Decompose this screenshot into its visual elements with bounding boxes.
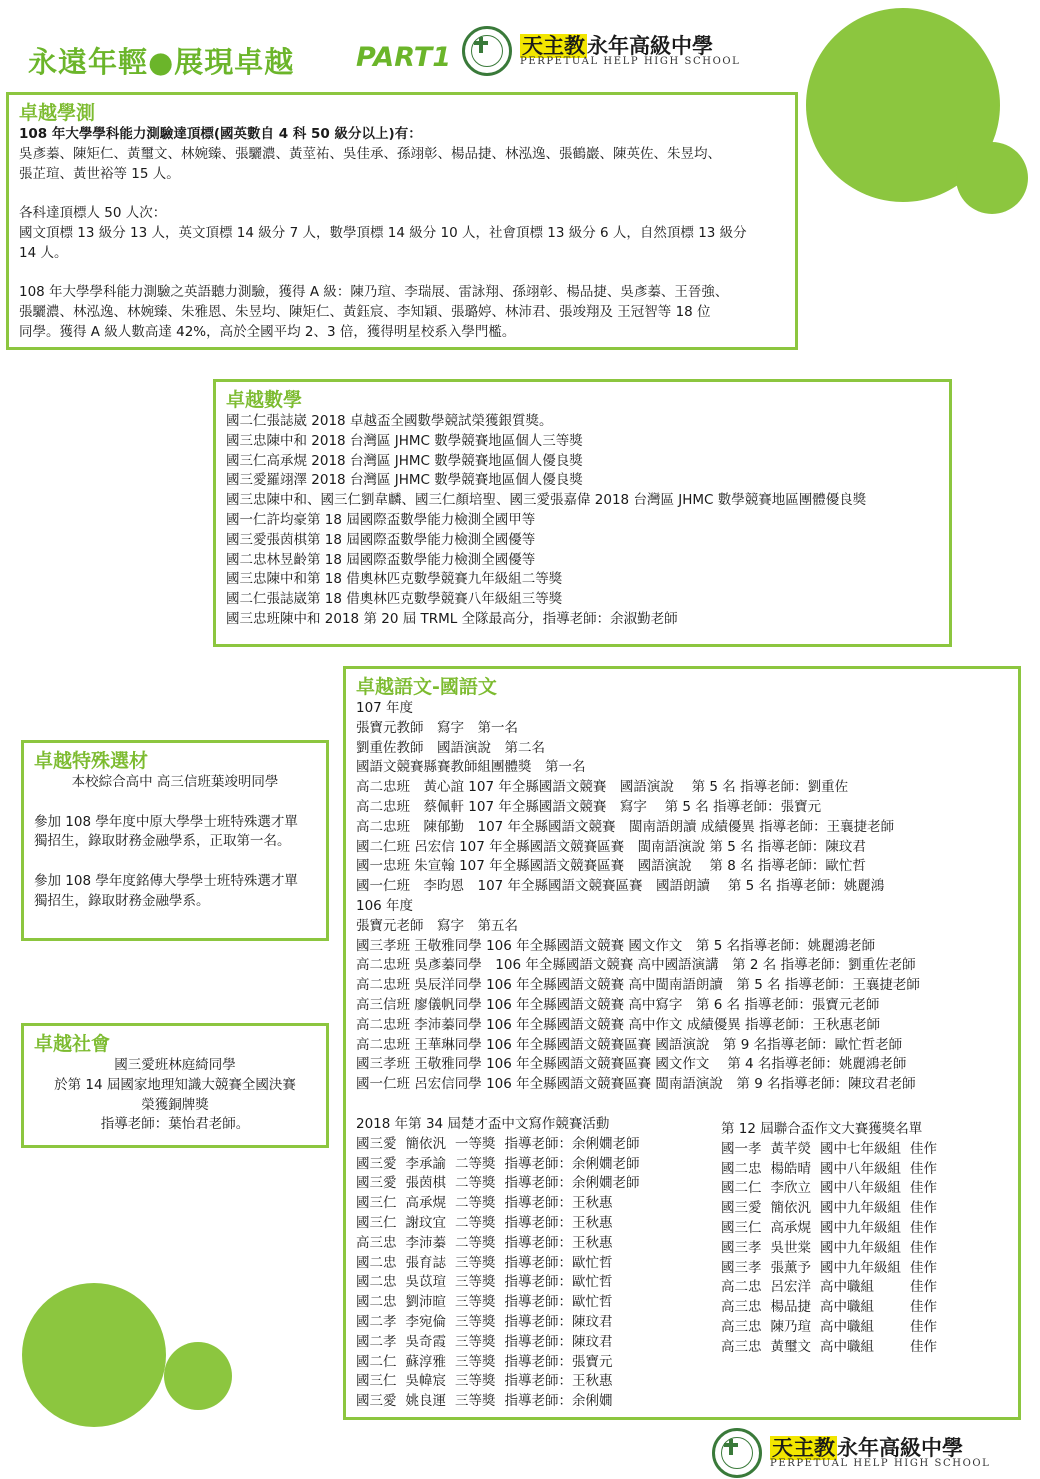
deco-circle-bottom-left-small [164,1342,232,1410]
lianhe-row-cell: 國中九年級組 [820,1239,901,1256]
zhucai-row [356,1392,649,1412]
yu-wen-line: 高二忠班 吳辰洋同學 106 年全縣國語文競賽 高中閩南語朗讀 第 5 名 指導老師：王襄捷老師 [356,977,920,994]
zhucai-row [356,1135,649,1155]
lianhe-row-cell: 國三仁 [721,1219,762,1236]
shu-xue-line: 國三愛羅翊澤 2018 台灣區 JHMC 數學競賽地區個人優良獎 [226,472,583,489]
lianhe-row [721,1199,946,1219]
yu-wen-line: 國一仁班 呂宏信同學 106 年全縣國語文競賽區賽 閩南語演說 第 9 名指導老師：陳玟君老師 [356,1076,916,1093]
zhucai-row-cell: 國三仁 [356,1373,397,1390]
zhucai-row-cell: 指導老師：王秋惠 [504,1373,613,1390]
zhucai-row-cell: 指導老師：余俐嫺 [504,1393,613,1410]
zhucai-row-cell: 指導老師：陳玟君 [504,1313,613,1330]
zhucai-row-cell: 二等獎 [455,1195,496,1212]
lianhe-row [721,1160,946,1180]
xue-ce-line: 同學。獲得 A 級人數高達 42%，高於全國平均 2、3 倍，獲得明星校系入學門檻。 [19,323,516,340]
zhucai-row-cell: 指導老師：王秋惠 [504,1195,613,1212]
zhucai-row-cell: 張育誌 [405,1254,446,1271]
zhucai-row [356,1234,649,1254]
zhucai-row-cell: 高三忠 [356,1234,397,1251]
lianhe-row [721,1140,946,1160]
zhucai-row-cell: 三等獎 [455,1333,496,1350]
lianhe-row [721,1179,946,1199]
lianhe-row-cell: 國三孝 [721,1239,762,1256]
te-shu-line: 參加 108 學年度中原大學學士班特殊選才單 [34,813,298,830]
zhucai-row-cell: 吳苡瑄 [405,1274,446,1291]
lianhe-row [721,1239,946,1259]
xue-ce-line: 國文頂標 13 級分 13 人，英文頂標 14 級分 7 人，數學頂標 14 級分 10 人，社會頂標 13 級分 6 人，自然頂標 13 級分 [19,224,747,241]
deco-circle-top-right-small [956,142,1028,214]
deco-circle-bottom-left-large [22,1283,166,1427]
shu-xue-title: 卓越數學 [226,389,303,411]
yu-wen-line: 國一仁班 李昀恩 107 年全縣國語文競賽區賽 國語朗讀 第 5 名 指導老師：姚麗鴻 [356,878,885,895]
zhucai-row-cell: 指導老師：陳玟君 [504,1333,613,1350]
zhucai-row-cell: 國三仁 [356,1195,397,1212]
xue-ce-line: 14 人。 [19,244,68,261]
shu-xue-line: 國三忠班陳中和 2018 第 20 屆 TRML 全隊最高分，指導老師：余淑勤老師 [226,610,678,627]
she-hui-line: 於第 14 屆國家地理知識大競賽全國決賽 [54,1076,296,1093]
school-name-cn: 天主教永年高級中學 [522,34,713,58]
zhucai-row-cell: 三等獎 [455,1393,496,1410]
zhucai-row-cell: 蘇淳雅 [405,1353,446,1370]
school-seal-icon [462,26,512,76]
shu-xue-line: 國二仁張誌崴 2018 卓越盃全國數學競試榮獲銀質獎。 [226,413,553,429]
she-hui-line: 國三愛班林庭綺同學 [114,1057,236,1073]
zhucai-row-cell: 姚良運 [405,1393,446,1410]
zhucai-row-cell: 三等獎 [455,1353,496,1370]
school-logo-top [462,26,741,82]
lianhe-row-cell: 吳世棠 [770,1239,811,1256]
zhucai-row-cell: 指導老師：余俐嫺老師 [504,1175,640,1192]
te-shu-line [34,852,316,872]
yu-wen-line: 高三信班 廖儀帆同學 106 年全縣國語文競賽 高中寫字 第 6 名 指導老師：張寶元老師 [356,996,880,1013]
she-hui-title: 卓越社會 [34,1033,111,1055]
lianhe-row-cell: 國中九年級組 [820,1200,901,1217]
shu-xue-line: 國三愛張茵棋第 18 屆國際盃數學能力檢測全國優等 [226,531,536,548]
school-name-cn: 天主教永年高級中學 [772,1436,963,1460]
yu-wen-line: 107 年度 [356,700,414,716]
zhucai-row-cell: 國二忠 [356,1294,397,1311]
lianhe-row-cell: 高三忠 [721,1299,762,1316]
zhucai-row-cell: 國三愛 [356,1135,397,1152]
yu-wen-title: 卓越語文-國語文 [356,676,497,698]
xue-ce-line: 108 年大學學科能力測驗達頂標(國英數自 4 科 50 級分以上)有： [19,126,422,142]
xue-ce-line: 張芷瑄、黃世裕等 15 人。 [19,165,180,182]
lianhe-row-cell: 國三愛 [721,1200,762,1217]
lianhe-row [721,1259,946,1279]
lianhe-row [721,1278,946,1298]
zhucai-row [356,1353,649,1373]
xue-ce-title: 卓越學測 [19,102,96,124]
yu-wen-line: 高二忠班 王華琳同學 106 年全縣國語文競賽區賽 國語演說 第 9 名指導老師：歐忙哲老師 [356,1036,903,1053]
yu-wen-line: 國一忠班 朱宣翰 107 年全縣國語文競賽區賽 國語演說 第 8 名 指導老師：歐忙哲 [356,858,866,875]
xue-ce-line: 各科達頂標人 50 人次： [19,205,167,222]
zhucai-row-cell: 國二忠 [356,1254,397,1271]
lianhe-row-cell: 高中職組 [820,1299,874,1316]
lianhe-row-cell: 佳作 [910,1200,937,1217]
lianhe-table [721,1140,946,1358]
zhucai-row-cell: 二等獎 [455,1155,496,1172]
lianhe-row [721,1298,946,1318]
lianhe-row-cell: 佳作 [910,1160,937,1177]
lianhe-row-cell: 李欣立 [770,1180,811,1197]
shu-xue-line: 國三仁高承熀 2018 台灣區 JHMC 數學競賽地區個人優良獎 [226,452,583,469]
zhucai-row [356,1254,649,1274]
xue-ce-box [6,92,798,350]
lianhe-row-cell: 國中九年級組 [820,1219,901,1236]
she-hui-box [21,1023,329,1148]
zhucai-row-cell: 吳奇霞 [405,1333,446,1350]
zhucai-row-cell: 吳幃宸 [405,1373,446,1390]
zhucai-row-cell: 二等獎 [455,1234,496,1251]
te-shu-line: 本校綜合高中 高三信班葉竣明同學 [71,774,279,790]
lianhe-row-cell: 佳作 [910,1299,937,1316]
zhucai-row-cell: 指導老師：王秋惠 [504,1234,613,1251]
te-shu-line: 參加 108 學年度銘傳大學學士班特殊選才單 [34,872,298,889]
zhucai-row-cell: 劉沛暄 [405,1294,446,1311]
zhucai-row [356,1333,649,1353]
yu-wen-box [343,666,1021,1420]
zhucai-row [356,1273,649,1293]
zhucai-row-cell: 指導老師：余俐嫺老師 [504,1155,640,1172]
she-hui-line: 指導老師：葉怡君老師。 [100,1116,250,1133]
lianhe-row-cell: 陳乃瑄 [770,1318,811,1335]
zhucai-row-cell: 高承熀 [405,1195,446,1212]
lianhe-row-cell: 高中職組 [820,1279,874,1296]
lianhe-row-cell: 高承熀 [770,1219,811,1236]
page-title: 永遠年輕●展現卓越 [28,45,295,79]
lianhe-row-cell: 國中八年級組 [820,1180,901,1197]
lianhe-row-cell: 楊品捷 [770,1299,811,1316]
zhucai-row-cell: 張茵棋 [405,1175,446,1192]
yu-wen-line: 國三孝班 王敬雅同學 106 年全縣國語文競賽 國文作文 第 5 名指導老師：姚麗鴻老師 [356,937,876,954]
zhucai-row-cell: 國二仁 [356,1353,397,1370]
shu-xue-line: 國三忠陳中和、國三仁劉韋麟、國三仁顏培聖、國三愛張嘉偉 2018 台灣區 JHMC 數學競賽地區團體優良獎 [226,492,867,509]
zhucai-row-cell: 國三仁 [356,1214,397,1231]
lianhe-row-cell: 國中八年級組 [820,1160,901,1177]
te-shu-line [34,793,316,813]
lianhe-row [721,1338,946,1358]
zhucai-row-cell: 國二孝 [356,1313,397,1330]
lianhe-row-cell: 張薰予 [770,1259,811,1276]
zhucai-section [356,1115,649,1412]
lianhe-row-cell: 高中職組 [820,1338,874,1355]
zhucai-row-cell: 二等獎 [455,1214,496,1231]
te-shu-line: 獨招生，錄取財務金融學系，正取第一名。 [34,833,291,850]
page-part-label: PART1 [356,42,451,73]
yu-wen-line: 國三孝班 王敬雅同學 106 年全縣國語文競賽區賽 國文作文 第 4 名指導老師：姚麗鴻老師 [356,1056,907,1073]
xue-ce-line [19,264,785,284]
shu-xue-line: 國三忠陳中和第 18 借奧林匹克數學競賽九年級組二等獎 [226,571,563,588]
school-seal-icon [712,1428,762,1478]
zhucai-row-cell: 指導老師：余俐嫺老師 [504,1135,640,1152]
lianhe-row-cell: 國中九年級組 [820,1259,901,1276]
school-logo-bottom [712,1428,991,1478]
yu-wen-line: 106 年度 [356,897,414,914]
lianhe-title: 第 12 屆聯合盃作文大賽獲獎名單 [721,1121,923,1137]
zhucai-row [356,1214,649,1234]
zhucai-row-cell: 國三愛 [356,1393,397,1410]
she-hui-line: 榮獲銅牌獎 [141,1096,209,1113]
lianhe-row-cell: 高三忠 [721,1338,762,1355]
zhucai-row [356,1372,649,1392]
zhucai-row-cell: 指導老師：歐忙哲 [504,1294,613,1311]
zhucai-row-cell: 李沛蓁 [405,1234,446,1251]
zhucai-row-cell: 李宛倫 [405,1313,446,1330]
zhucai-row-cell: 二等獎 [455,1175,496,1192]
shu-xue-line: 國二忠林昱齡第 18 屆國際盃數學能力檢測全國優等 [226,551,536,568]
zhucai-row-cell: 三等獎 [455,1254,496,1271]
yu-wen-line: 劉重佐教師 國語演說 第二名 [356,739,545,756]
zhucai-row-cell: 李承諭 [405,1155,446,1172]
xue-ce-line: 吳彥蓁、陳矩仁、黃璽文、林婉臻、張驪濃、黃莖祐、吳佳承、孫翊彰、楊品捷、林泓逸、張鶴巖、陳英佐、朱昱均、 [19,145,721,162]
school-name-en: PERPETUAL HELP HIGH SCHOOL [770,1458,991,1469]
lianhe-row-cell: 國三孝 [721,1259,762,1276]
lianhe-row-cell: 黃璽文 [770,1338,811,1355]
zhucai-row-cell: 指導老師：歐忙哲 [504,1274,613,1291]
yu-wen-line: 高二忠班 李沛蓁同學 106 年全縣國語文競賽 高中作文 成績優異 指導老師：王秋惠老師 [356,1016,881,1033]
zhucai-row [356,1155,649,1175]
zhucai-row-cell: 國三愛 [356,1155,397,1172]
yu-wen-line: 國語文競賽縣賽教師組團體獎 第一名 [356,759,586,776]
lianhe-row-cell: 簡依汎 [770,1200,811,1217]
lianhe-row-cell: 高中職組 [820,1318,874,1335]
lianhe-row [721,1219,946,1239]
lianhe-row-cell: 國一孝 [721,1140,762,1157]
zhucai-row [356,1174,649,1194]
lianhe-row-cell: 佳作 [910,1279,937,1296]
te-shu-title: 卓越特殊選材 [34,750,149,772]
lianhe-row [721,1318,946,1338]
shu-xue-box [213,379,952,647]
xue-ce-line: 張驪濃、林泓逸、林婉臻、朱雅恩、朱昱均、陳矩仁、黃鈺宸、李知穎、張璐婷、林沛君、張竣翔及 王冠智等 18 位 [19,304,711,321]
lianhe-row-cell: 楊皓晴 [770,1160,811,1177]
lianhe-row-cell: 國二仁 [721,1180,762,1197]
zhucai-row [356,1293,649,1313]
yu-wen-line: 張寶元老師 寫字 第五名 [356,917,518,934]
zhucai-row-cell: 指導老師：張寶元 [504,1353,613,1370]
lianhe-row-cell: 佳作 [910,1140,937,1157]
yu-wen-line: 高二忠班 吳彥蓁同學 106 年全縣國語文競賽 高中國語演講 第 2 名 指導老師：劉重佐老師 [356,957,916,974]
xue-ce-line: 108 年大學學科能力測驗之英語聽力測驗，獲得 A 級：陳乃瑄、李瑞展、雷詠翔、孫翊彰、楊品捷、吳彥蓁、王晉強、 [19,284,729,301]
yu-wen-line: 高二忠班 蔡佩軒 107 年全縣國語文競賽 寫字 第 5 名 指導老師：張寶元 [356,798,822,815]
zhucai-row-cell: 謝玟宜 [405,1214,446,1231]
shu-xue-line: 國三忠陳中和 2018 台灣區 JHMC 數學競賽地區個人三等獎 [226,432,583,449]
zhucai-row-cell: 三等獎 [455,1373,496,1390]
yu-wen-line: 張寶元教師 寫字 第一名 [356,719,518,736]
shu-xue-line: 國一仁許均豪第 18 屆國際盃數學能力檢測全國甲等 [226,511,536,528]
zhucai-row-cell: 簡依汎 [405,1135,446,1152]
zhucai-row-cell: 國二孝 [356,1333,397,1350]
lianhe-row-cell: 佳作 [910,1338,937,1355]
xue-ce-line [19,184,785,204]
lianhe-row-cell: 國中七年級組 [820,1140,901,1157]
lianhe-row-cell: 黃芊熒 [770,1140,811,1157]
lianhe-section [721,1120,946,1358]
zhucai-row-cell: 三等獎 [455,1294,496,1311]
te-shu-line: 獨招生，錄取財務金融學系。 [34,892,210,909]
lianhe-row-cell: 佳作 [910,1259,937,1276]
zhucai-row-cell: 三等獎 [455,1274,496,1291]
lianhe-row-cell: 佳作 [910,1180,937,1197]
school-name-en: PERPETUAL HELP HIGH SCHOOL [520,56,741,67]
zhucai-row [356,1194,649,1214]
lianhe-row-cell: 國二忠 [721,1160,762,1177]
zhucai-table [356,1135,649,1412]
zhucai-row-cell: 國三愛 [356,1175,397,1192]
zhucai-title: 2018 年第 34 屆楚才盃中文寫作競賽活動 [356,1116,610,1132]
zhucai-row-cell: 一等獎 [455,1135,496,1152]
lianhe-row-cell: 高二忠 [721,1279,762,1296]
lianhe-row-cell: 高三忠 [721,1318,762,1335]
yu-wen-line: 高二忠班 陳郁勤 107 年全縣國語文競賽 閩南語朗讀 成績優異 指導老師：王襄捷老師 [356,818,895,835]
lianhe-row-cell: 呂宏洋 [770,1279,811,1296]
lianhe-row-cell: 佳作 [910,1219,937,1236]
zhucai-row-cell: 指導老師：歐忙哲 [504,1254,613,1271]
yu-wen-line: 國二仁班 呂宏信 107 年全縣國語文競賽區賽 閩南語演說 第 5 名 指導老師：陳玟君 [356,838,866,855]
zhucai-row-cell: 指導老師：王秋惠 [504,1214,613,1231]
te-shu-box [21,740,329,941]
shu-xue-line: 國二仁張誌崴第 18 借奧林匹克數學競賽八年級組三等獎 [226,591,563,608]
lianhe-row-cell: 佳作 [910,1239,937,1256]
lianhe-row-cell: 佳作 [910,1318,937,1335]
zhucai-row-cell: 三等獎 [455,1313,496,1330]
yu-wen-line: 高二忠班 黃心誼 107 年全縣國語文競賽 國語演說 第 5 名 指導老師：劉重佐 [356,779,849,796]
zhucai-row-cell: 國二忠 [356,1274,397,1291]
zhucai-row [356,1313,649,1333]
